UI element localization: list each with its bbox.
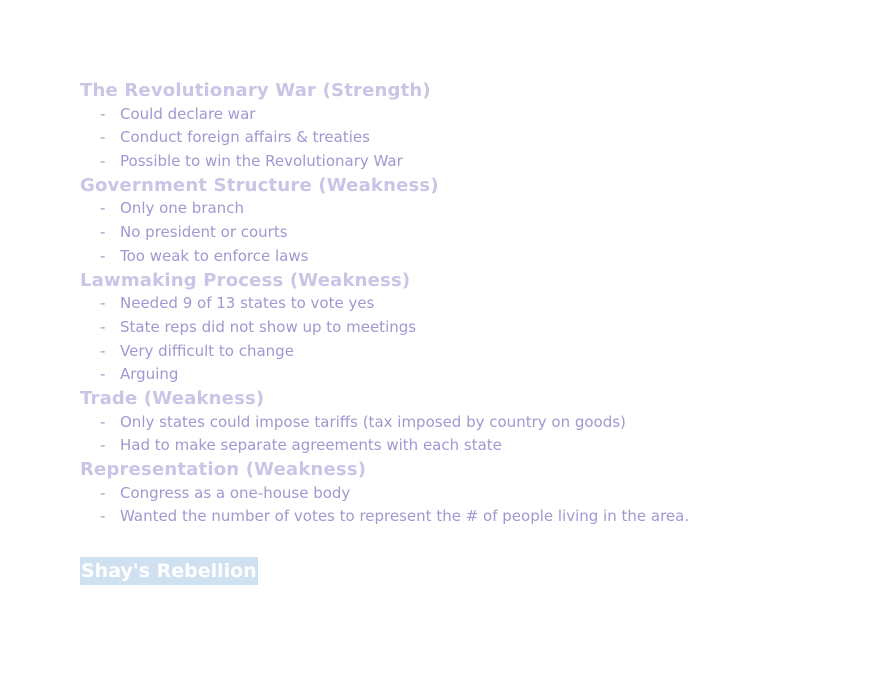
section-heading: Representation (Weakness): [80, 459, 367, 480]
bullet-item: [80, 197, 860, 221]
bullet-item: [80, 221, 860, 245]
bullet-text: Congress as a one-house body: [120, 483, 351, 502]
bullet-text: Needed 9 of 13 states to vote yes: [120, 294, 375, 313]
bullet-text: Very difficult to change: [120, 341, 294, 360]
dash-bullet-icon: -: [100, 294, 106, 313]
bullet-item: [80, 340, 860, 364]
bullet-item: [80, 103, 860, 127]
bullet-item: [80, 316, 860, 340]
bullet-text: Had to make separate agreements with each state: [120, 436, 502, 455]
bullet-item: [80, 505, 860, 529]
dash-bullet-icon: -: [100, 104, 106, 123]
dash-bullet-icon: -: [100, 412, 106, 431]
bullet-text: Too weak to enforce laws: [120, 246, 309, 265]
section-heading: Government Structure (Weakness): [80, 174, 439, 196]
bullet-text: Only one branch: [120, 199, 244, 218]
dash-bullet-icon: -: [100, 365, 106, 384]
bullet-text: Wanted the number of votes to represent the # of people living in the area.: [120, 507, 690, 526]
bullet-text: Arguing: [120, 365, 179, 384]
bullet-item: [80, 411, 860, 435]
section-heading: Trade (Weakness): [80, 387, 265, 409]
bullet-text: Possible to win the Revolutionary War: [120, 152, 403, 171]
dash-bullet-icon: -: [100, 199, 106, 218]
bullet-text: Conduct foreign affairs & treaties: [120, 128, 370, 147]
dash-bullet-icon: -: [100, 341, 106, 360]
bullet-item: [80, 292, 860, 316]
section-heading: The Revolutionary War (Strength): [80, 80, 431, 101]
dash-bullet-icon: -: [100, 507, 106, 526]
bullet-item: [80, 126, 860, 150]
selected-heading-shays-rebellion[interactable]: Shay's Rebellion: [80, 557, 258, 585]
bullet-text: No president or courts: [120, 223, 288, 242]
section-heading: Lawmaking Process (Weakness): [80, 269, 411, 291]
bullet-item: [80, 245, 860, 269]
document-body: [80, 79, 860, 529]
dash-bullet-icon: -: [100, 246, 106, 265]
bullet-item: [80, 434, 860, 458]
dash-bullet-icon: -: [100, 317, 106, 336]
dash-bullet-icon: -: [100, 436, 106, 455]
bullet-item: [80, 150, 860, 174]
dash-bullet-icon: -: [100, 128, 106, 147]
bullet-item: [80, 482, 860, 506]
bullet-text: State reps did not show up to meetings: [120, 317, 417, 336]
bullet-item: [80, 363, 860, 387]
dash-bullet-icon: -: [100, 152, 106, 171]
bullet-text: Could declare war: [120, 104, 256, 123]
bullet-text: Only states could impose tariffs (tax imposed by country on goods): [120, 412, 626, 431]
dash-bullet-icon: -: [100, 483, 106, 502]
dash-bullet-icon: -: [100, 223, 106, 242]
